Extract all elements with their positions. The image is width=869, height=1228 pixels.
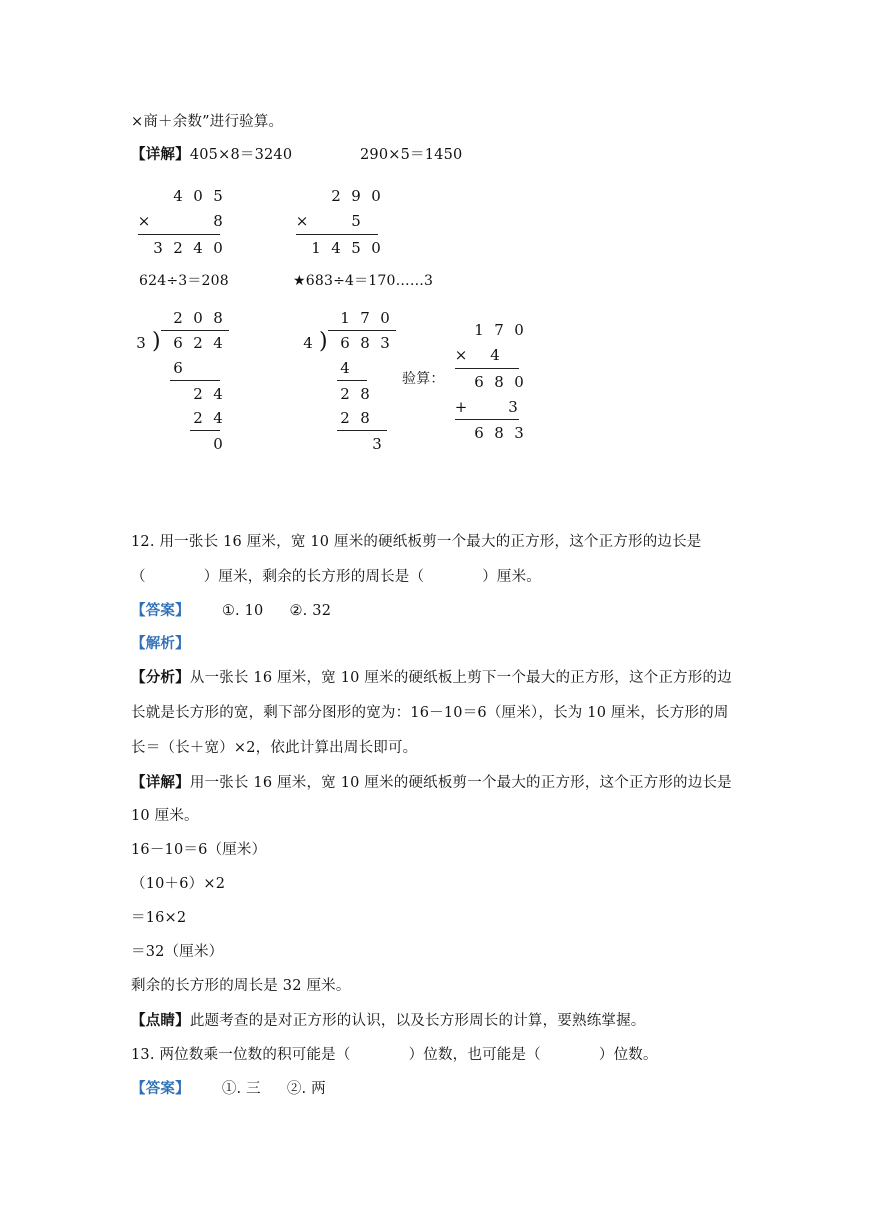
digit: 5	[351, 239, 361, 257]
digit: 8	[360, 385, 370, 403]
digit: 8	[494, 373, 504, 391]
digit: 4	[193, 239, 203, 257]
digit: 8	[213, 212, 223, 230]
xiangjie-text-1: 用一张长 16 厘米，宽 10 厘米的硬纸板剪一个最大的正方形，这个正方形的边长是	[189, 775, 732, 791]
fenxi-line-1	[131, 668, 732, 688]
digit: 0	[213, 239, 223, 257]
divider-line	[190, 430, 220, 431]
text-line-1: ×商＋余数”进行验算。	[131, 114, 284, 130]
digit: 8	[494, 424, 504, 442]
dianjing-text: 此题考查的是对正方形的认识，以及长方形周长的计算，要熟练掌握。	[189, 1013, 646, 1029]
fenxi-line-3: 长＝（长＋宽）×2，依此计算出周长即可。	[131, 740, 418, 756]
answer-tag: 【答案】	[131, 1080, 190, 1097]
divider-line	[337, 430, 387, 431]
digit: 0	[193, 309, 203, 327]
q13-question-mid: ）位数，也可能是（	[408, 1047, 541, 1063]
digit: 0	[371, 239, 381, 257]
answer-1: ①. 10	[221, 603, 264, 619]
digit: 8	[360, 409, 370, 427]
divider-line	[170, 380, 220, 381]
divider-line	[296, 234, 378, 235]
digit: 3	[153, 239, 163, 257]
step-line-2: （10＋6）×2	[131, 876, 226, 892]
digit: 0	[213, 435, 223, 453]
xiangjie-line-2: 10 厘米。	[131, 808, 199, 824]
answer-2: ②. 32	[289, 603, 332, 619]
equation-1: 405×8＝3240	[189, 147, 293, 163]
step-line-3: ＝16×2	[131, 910, 187, 926]
analysis-tag: 【解析】	[131, 635, 190, 652]
fenxi-tag: 【分析】	[131, 669, 190, 686]
digit: 1	[311, 239, 321, 257]
digit: 3	[514, 424, 524, 442]
digit: 1	[340, 309, 350, 327]
digit: 5	[351, 212, 361, 230]
equation-2: 290×5＝1450	[360, 147, 463, 163]
detail-line	[131, 145, 292, 165]
digit: 4	[173, 187, 183, 205]
q12-question-tail: ）厘米。	[482, 569, 542, 585]
digit: 4	[340, 359, 350, 377]
q13-question-head: 13. 两位数乘一位数的积可能是（	[131, 1047, 351, 1063]
paren-open: （	[131, 569, 146, 585]
q12-question-line-1: 12. 用一张长 16 厘米，宽 10 厘米的硬纸板剪一个最大的正方形，这个正方形的边长是	[131, 534, 702, 550]
q12-question-line-2	[131, 567, 541, 587]
q12-question-text: ）厘米，剩余的长方形的周长是（	[203, 569, 425, 585]
divider-line	[455, 368, 519, 369]
fenxi-line-2: 长就是长方形的宽，剩下部分图形的宽为：16－10＝6（厘米），长为 10 厘米，长方形的周	[131, 705, 729, 721]
digit: 3	[508, 398, 518, 416]
digit: 2	[193, 385, 203, 403]
digit: 1	[474, 321, 484, 339]
times-sign: ×	[295, 212, 309, 230]
digit: 2	[331, 187, 341, 205]
answer-tag: 【答案】	[131, 602, 190, 619]
dianjing-tag: 【点睛】	[131, 1012, 190, 1029]
divider-line	[337, 380, 367, 381]
answer-2: ②. 两	[286, 1081, 326, 1097]
plus-sign: +	[454, 398, 468, 416]
detail-tag: 【详解】	[131, 146, 190, 163]
digit: 4	[213, 334, 223, 352]
digit: 8	[360, 334, 370, 352]
division-bar	[161, 330, 229, 331]
times-sign: ×	[137, 212, 151, 230]
q13-answer-line	[131, 1079, 326, 1099]
digit: 4	[213, 409, 223, 427]
conclusion-line: 剩余的长方形的周长是 32 厘米。	[131, 978, 351, 994]
digit: 7	[360, 309, 370, 327]
digit: 2	[173, 309, 183, 327]
digit: 0	[371, 187, 381, 205]
digit: 4	[331, 239, 341, 257]
digit: 2	[173, 239, 183, 257]
digit: 2	[340, 409, 350, 427]
digit: 2	[340, 385, 350, 403]
times-sign: ×	[454, 346, 468, 364]
q12-answer-line	[131, 601, 331, 621]
digit: 6	[474, 373, 484, 391]
digit: 0	[514, 321, 524, 339]
digit: 8	[213, 309, 223, 327]
q13-question-tail: ）位数。	[598, 1047, 658, 1063]
division-bar	[328, 330, 396, 331]
digit: 5	[213, 187, 223, 205]
digit: 0	[193, 187, 203, 205]
digit: 3	[380, 334, 390, 352]
digit: 6	[474, 424, 484, 442]
xiangjie-tag: 【详解】	[131, 774, 190, 791]
division-bracket-icon: )	[319, 329, 328, 354]
digit: 6	[173, 359, 183, 377]
digit: 7	[494, 321, 504, 339]
dianjing-line	[131, 1011, 646, 1031]
xiangjie-line-1	[131, 773, 732, 793]
step-line-4: ＝32（厘米）	[131, 944, 224, 960]
division-bracket-icon: )	[152, 329, 161, 354]
digit: 4	[490, 346, 500, 364]
digit: 0	[514, 373, 524, 391]
fenxi-text-1: 从一张长 16 厘米，宽 10 厘米的硬纸板上剪下一个最大的正方形，这个正方形的边	[189, 670, 732, 686]
equation-4: ★683÷4＝170……3	[293, 273, 434, 289]
divisor: 3	[136, 334, 146, 352]
digit: 6	[340, 334, 350, 352]
digit: 2	[193, 334, 203, 352]
digit: 3	[372, 435, 382, 453]
q13-question-line	[131, 1045, 658, 1065]
digit: 2	[193, 409, 203, 427]
divider-line	[138, 234, 220, 235]
check-label: 验算：	[402, 371, 445, 387]
digit: 9	[351, 187, 361, 205]
digit: 6	[173, 334, 183, 352]
digit: 0	[380, 309, 390, 327]
step-line-1: 16－10＝6（厘米）	[131, 842, 267, 858]
divider-line	[455, 419, 519, 420]
equation-3: 624÷3＝208	[139, 273, 229, 289]
digit: 4	[213, 385, 223, 403]
answer-1: ①. 三	[221, 1081, 261, 1097]
divisor: 4	[303, 334, 313, 352]
